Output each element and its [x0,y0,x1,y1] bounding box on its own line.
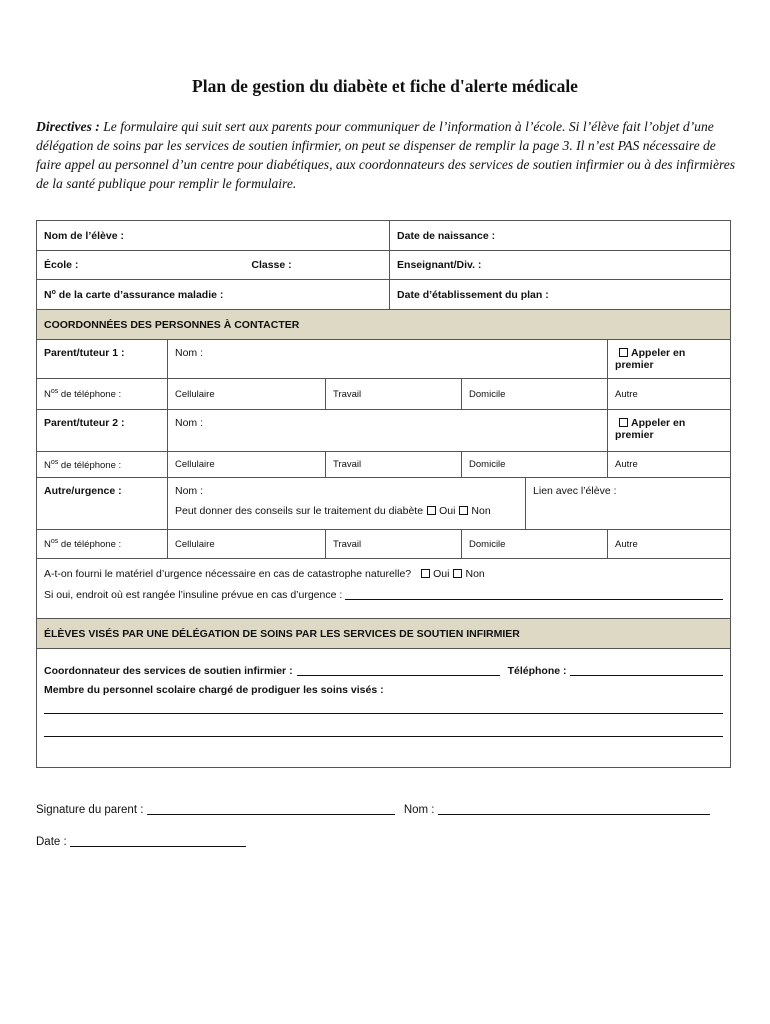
phone-sup: os [50,538,59,545]
student-name-field[interactable] [37,221,390,251]
supplies-question: A-t-on fourni le matériel d’urgence nécessaire en cas de catastrophe naturelle? [44,568,412,580]
coordinator-phone-label: Téléphone : [507,665,567,677]
phone-sup: os [50,458,59,466]
other-label: Autre [615,538,638,550]
health-card-label: de la carte d’assurance maladie : [55,288,224,301]
advice-no-label: Non [471,505,491,517]
teacher-label: Enseignant/Div. : [397,259,482,271]
emergency-work-field[interactable] [326,530,462,559]
staff-input-line-2[interactable] [44,735,723,737]
relation-label: Lien avec l’élève : [533,485,617,497]
coordinator-phone-input[interactable] [570,665,723,676]
supplies-row [37,559,731,619]
parent2-cell-field[interactable] [168,452,326,478]
delegation-row [37,649,731,768]
supplies-no-label: Non [465,568,485,580]
parent1-other-field[interactable] [608,379,731,410]
work-label: Travail [333,459,362,470]
insulin-location-label: Si oui, endroit où est rangée l’insuline prévue en cas d’urgence : [44,589,343,601]
cell-label: Cellulaire [175,388,215,400]
supplies-cell [37,559,731,619]
date-line [36,836,246,848]
page-title: Plan de gestion du diabète et fiche d'alerte médicale [192,76,578,96]
parent1-phone-label [37,379,168,410]
supplies-yes-label: Oui [433,568,450,580]
supplies-line [44,568,723,580]
emergency-home-field[interactable] [462,530,608,559]
cell-label: Cellulaire [175,538,215,550]
parent2-name-label: Nom : [175,417,204,429]
home-label: Domicile [469,538,506,550]
student-name-row [37,221,731,251]
student-name-label: Nom de l’élève : [44,229,124,242]
birth-date-field[interactable] [390,221,731,251]
advice-yes-label: Oui [439,505,456,517]
parent1-name-label: Nom : [175,347,204,359]
other-label: Autre [615,459,638,470]
teacher-field[interactable] [390,251,731,280]
contacts-section-header [37,310,731,340]
advice-text: Peut donner des conseils sur le traitement du diabète [175,505,424,517]
staff-label: Membre du personnel scolaire chargé de prodiguer les soins visés : [44,684,384,696]
parent1-label: Parent/tuteur 1 : [37,340,168,379]
signature-name-input[interactable] [438,804,710,815]
medical-form-table [36,220,731,768]
phone-label: de téléphone : [58,539,122,550]
parent1-row [37,340,731,379]
parent2-name-field[interactable] [168,410,608,452]
parent2-home-field[interactable] [462,452,608,478]
health-card-row [37,280,731,310]
school-class-field[interactable] [37,251,390,280]
parent2-call-first-checkbox[interactable] [619,418,628,427]
phone-label: de téléphone : [58,389,122,400]
directives-paragraph [36,117,736,193]
phone-prefix: N [44,539,51,550]
relation-field[interactable] [526,478,731,530]
home-label: Domicile [469,459,506,470]
parent2-call-first-label: Appeler en premier [615,417,686,441]
cell-label: Cellulaire [175,459,215,470]
parent1-phone-row [37,379,731,410]
delegation-section-header [37,619,731,649]
work-label: Travail [333,388,362,400]
emergency-label: Autre/urgence : [37,478,168,530]
parent1-home-field[interactable] [462,379,608,410]
advice-no-checkbox[interactable] [459,506,468,515]
directives-label: Directives : [36,119,100,134]
phone-prefix: N [44,389,51,400]
delegation-cell [37,649,731,768]
delegation-header-text: ÉLÈVES VISÉS PAR UNE DÉLÉGATION DE SOINS PAR LES SERVICES DE SOUTIEN INFIRMIER [37,619,731,649]
parent2-phone-label [37,452,168,478]
emergency-other-field[interactable] [608,530,731,559]
insulin-line [44,589,723,601]
advice-line [175,505,518,517]
other-label: Autre [615,388,638,400]
emergency-cell-field[interactable] [168,530,326,559]
advice-yes-checkbox[interactable] [427,506,436,515]
parent2-call-first[interactable] [608,410,731,452]
parent1-call-first[interactable] [608,340,731,379]
phone-sup: os [50,388,59,395]
date-input[interactable] [70,836,246,847]
parent2-row [37,410,731,452]
parent2-other-field[interactable] [608,452,731,478]
home-label: Domicile [469,388,506,400]
class-label: Classe : [251,259,292,271]
contacts-header-text: COORDONNÉES DES PERSONNES À CONTACTER [37,310,731,340]
health-card-prefix: N [44,288,52,301]
school-label: École : [44,259,79,271]
supplies-yes-checkbox[interactable] [421,569,430,578]
date-label: Date : [36,836,67,848]
parent1-call-first-label: Appeler en premier [615,347,686,371]
phone-label: de téléphone : [58,459,122,471]
school-row [37,251,731,280]
parent2-work-field[interactable] [326,452,462,478]
parent1-name-field[interactable] [168,340,608,379]
birth-date-label: Date de naissance : [397,229,496,242]
plan-date-field[interactable] [390,280,731,310]
emergency-row [37,478,731,530]
parent1-call-first-checkbox[interactable] [619,348,628,357]
directives-text: Le formulaire qui suit sert aux parents pour communiquer de l’information à l’école. Si l’élève fait l’objet d’une délégation de soins par les services de soutien infirmier, on peut se dispenser de remplir la page 3. Il n’est PAS nécessaire de faire appel au personnel d’un centre pour diabétiques, aux coordonnateurs des services de soutien infirmier ou à des infirmières de la santé publique pour remplir le formulaire. [36,119,736,191]
parent1-cell-field[interactable] [168,379,326,410]
staff-input-line-1[interactable] [44,712,723,714]
parent2-phone-row [37,452,731,478]
phone-prefix: N [44,459,51,471]
coordinator-line [44,665,723,677]
parent-signature-input[interactable] [147,804,395,815]
emergency-phone-label [37,530,168,559]
work-label: Travail [333,538,362,550]
emergency-name-field[interactable] [168,478,526,530]
parent1-work-field[interactable] [326,379,462,410]
signature-line [36,804,736,816]
signature-name-label: Nom : [403,804,435,816]
supplies-no-checkbox[interactable] [453,569,462,578]
coordinator-input[interactable] [297,665,500,676]
emergency-name-label: Nom : [175,485,204,497]
health-card-sup: o [51,288,56,296]
parent2-label: Parent/tuteur 2 : [37,410,168,452]
health-card-field[interactable] [37,280,390,310]
parent-signature-label: Signature du parent : [36,804,144,816]
insulin-location-input[interactable] [345,589,723,600]
plan-date-label: Date d’établissement du plan : [397,288,549,301]
emergency-phone-row [37,530,731,559]
coordinator-label: Coordonnateur des services de soutien infirmier : [44,665,293,677]
